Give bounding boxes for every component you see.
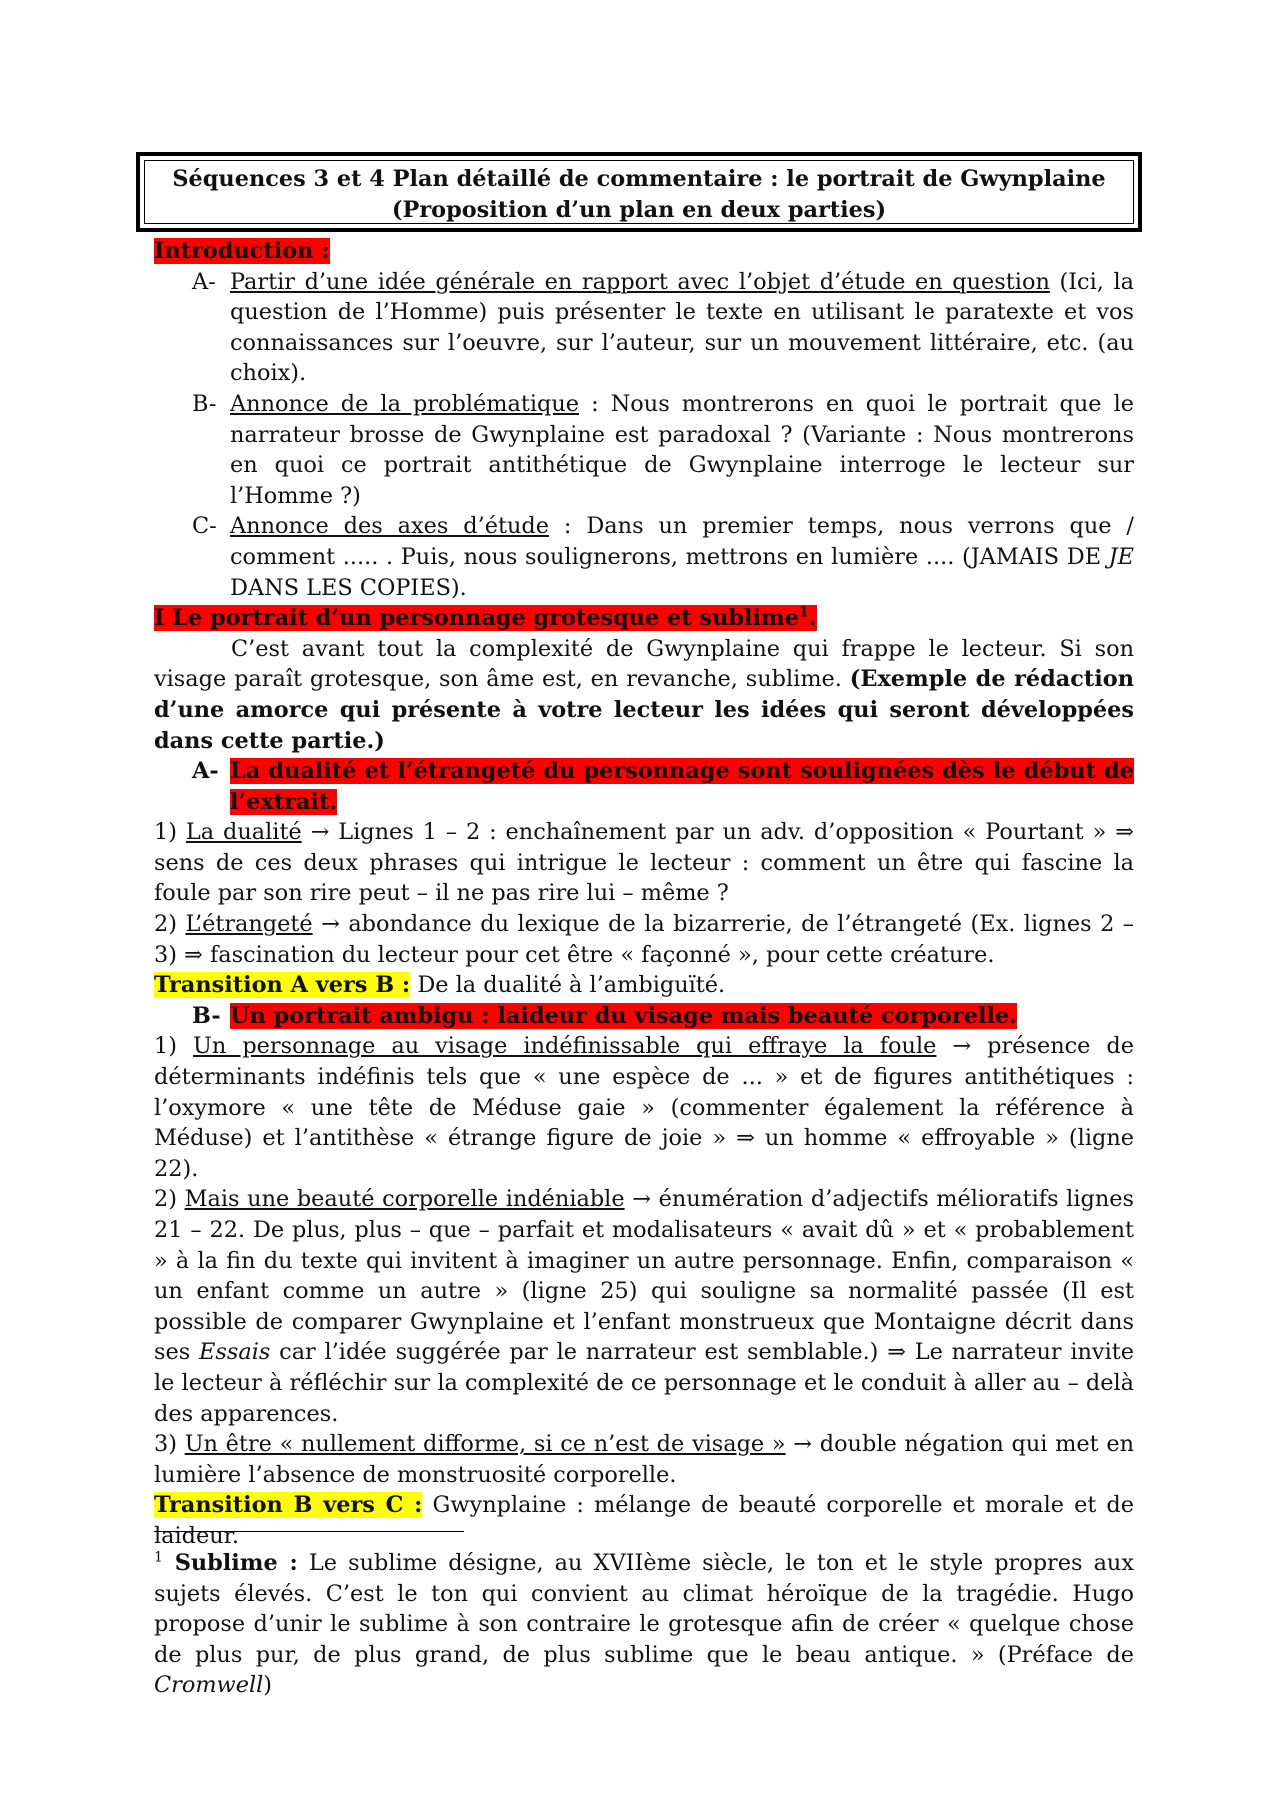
point-title: La dualité — [185, 819, 302, 846]
point-title: Un être « nullement difforme, si ce n’est de visage » — [184, 1431, 786, 1458]
section-a-point-2 — [154, 909, 1134, 970]
footnote — [154, 1548, 1134, 1701]
intro-item-c-text-end: DANS LES COPIES). — [230, 574, 467, 601]
footnote-ref: 1 — [798, 604, 809, 621]
footnote-term: Sublime : — [162, 1550, 298, 1576]
point-text-end: car l’idée suggérée par le narrateur est semblable.) ⇒ Le narrateur invite le lecteur à réfléchir sur la complexité de ce personnage et le conduit à aller au – delà des apparences. — [154, 1339, 1134, 1427]
intro-item-c — [154, 511, 1134, 603]
point-number: 1) — [154, 1033, 177, 1060]
title-inner-box — [144, 160, 1134, 224]
footnote-text: Le sublime désigne, au XVIIème siècle, le ton et le style propres aux sujets élevés. C’est le ton qui convient au climat héroïque de la tragédie. Hugo propose d’unir le sublime à son contraire le grotesque afin de créer « quelque chose de plus pur, de plus grand, de plus sublime que le beau antique. » (Préface de — [154, 1550, 1134, 1668]
transition-b-c-text: Gwynplaine : mélange de beauté corporelle et morale et de laideur. — [154, 1492, 1134, 1549]
section-a-point-1 — [154, 817, 1134, 909]
title-line-1: Séquences 3 et 4 Plan détaillé de commentaire : le portrait de Gwynplaine — [172, 166, 1106, 192]
part1-intro — [154, 634, 1134, 756]
intro-item-b-title: Annonce de la problématique — [230, 390, 580, 417]
footnote-italic: Cromwell — [154, 1672, 264, 1699]
intro-item-a-text: (Ici, la question de l’Homme) puis présenter le texte en utilisant le paratexte et vos connaissances sur l’oeuvre, sur l’auteur, sur un mouvement littéraire, etc. (au choix). — [230, 268, 1134, 387]
transition-a-b — [154, 970, 1134, 1001]
point-text: → énumération d’adjectifs mélioratifs lignes 21 – 22. De plus, plus – que – parfait et modalisateurs « avait dû » et « probablement » à la fin du texte qui invitent à imaginer un autre personnage. Enfin, comparaison « un enfant comme un autre » (ligne 25) qui souligne sa normalité passée (Il est possible de comparer Gwynplaine et l’enfant monstrueux que Montaigne décrit dans ses — [154, 1186, 1134, 1366]
point-text: → présence de déterminants indéfinis tels que « une espèce de ... » et de figures antithétiques : l’oxymore « une tête de Méduse gaie » (commenter également la référence à Méduse) et l’antithèse « étrange figure de joie » ⇒ un homme « effroyable » (ligne 22). — [154, 1033, 1135, 1182]
intro-item-c-title: Annonce des axes d’étude — [230, 513, 549, 540]
intro-item-c-label: C- — [192, 513, 217, 540]
point-number: 2) — [154, 911, 177, 938]
intro-item-a-title: Partir d’une idée générale en rapport avec l’objet d’étude en question — [230, 268, 1050, 295]
point-text: → double négation qui met en lumière l’absence de monstruosité corporelle. — [154, 1431, 1134, 1488]
part1-heading-text: I Le portrait d’un personnage grotesque et sublime — [154, 605, 799, 632]
section-b-label: B- — [192, 1002, 221, 1029]
section-b-point-3 — [154, 1429, 1134, 1490]
point-number: 3) — [154, 1431, 177, 1458]
intro-item-b-label: B- — [192, 390, 217, 417]
footnote-text-end: ) — [263, 1672, 273, 1699]
section-a-heading-row — [154, 756, 1134, 817]
intro-item-a-label: A- — [192, 268, 216, 295]
intro-item-c-italic: JE — [1108, 543, 1134, 570]
footnote-number: 1 — [154, 1549, 163, 1566]
transition-a-b-text: De la dualité à l’ambiguïté. — [410, 972, 726, 999]
intro-item-b-text: : Nous montrerons en quoi le portrait que le narrateur brosse de Gwynplaine est paradoxal ? (Variante : Nous montrerons en quoi ce portrait antithétique de Gwynplaine interroge le lecteur sur l’Homme ?) — [230, 390, 1135, 509]
transition-b-c — [154, 1490, 1134, 1551]
intro-item-a — [154, 267, 1134, 389]
point-title: Un personnage au visage indéfinissable qui effraye la foule — [193, 1033, 937, 1060]
intro-item-b — [154, 389, 1134, 511]
point-number: 1) — [154, 819, 177, 846]
section-b-point-2 — [154, 1184, 1134, 1429]
transition-b-c-label: Transition B vers C : — [154, 1492, 423, 1519]
transition-a-b-label: Transition A vers B : — [154, 972, 411, 999]
introduction-heading: Introduction : — [154, 238, 330, 264]
point-title: Mais une beauté corporelle indéniable — [184, 1186, 625, 1213]
intro-item-c-text: : Dans un premier temps, nous verrons que / comment ..... . Puis, nous soulignerons, mettrons en lumière .... (JAMAIS DE — [230, 513, 1134, 570]
footnote-separator — [154, 1531, 464, 1532]
title-line-2: (Proposition d’un plan en deux parties) — [391, 197, 887, 223]
point-title: L’étrangeté — [185, 911, 313, 938]
section-a-label: A- — [192, 758, 219, 785]
part1-intro-text: C’est avant tout la complexité de Gwynplaine qui frappe le lecteur. Si son visage paraît grotesque, son âme est, en revanche, sublime. — [154, 635, 1134, 693]
point-number: 2) — [154, 1186, 177, 1213]
section-a-heading: La dualité et l’étrangeté du personnage sont soulignées dès le début de l’extrait. — [230, 758, 1134, 815]
part1-heading — [154, 605, 817, 631]
point-italic: Essais — [199, 1339, 271, 1366]
part1-intro-bold: (Exemple de rédaction d’une amorce qui présente à votre lecteur les idées qui seront développées dans cette partie.) — [154, 666, 1134, 754]
section-b-heading-row — [154, 1001, 1134, 1032]
point-text: → Lignes 1 – 2 : enchaînement par un adv. d’opposition « Pourtant » ⇒ sens de ces deux phrases qui intrigue le lecteur : comment un être qui fascine la foule par son rire peut – il ne pas rire lui – même ? — [154, 819, 1134, 907]
point-text: → abondance du lexique de la bizarrerie, de l’étrangeté (Ex. lignes 2 – 3) ⇒ fascination du lecteur pour cet être « façonné », pour cette créature. — [154, 911, 1134, 968]
section-b-heading: Un portrait ambigu : laideur du visage mais beauté corporelle. — [230, 1002, 1018, 1029]
main-content — [154, 236, 1134, 1552]
title-box — [136, 152, 1142, 232]
section-b-point-1 — [154, 1031, 1134, 1184]
part1-heading-end: . — [808, 605, 817, 632]
